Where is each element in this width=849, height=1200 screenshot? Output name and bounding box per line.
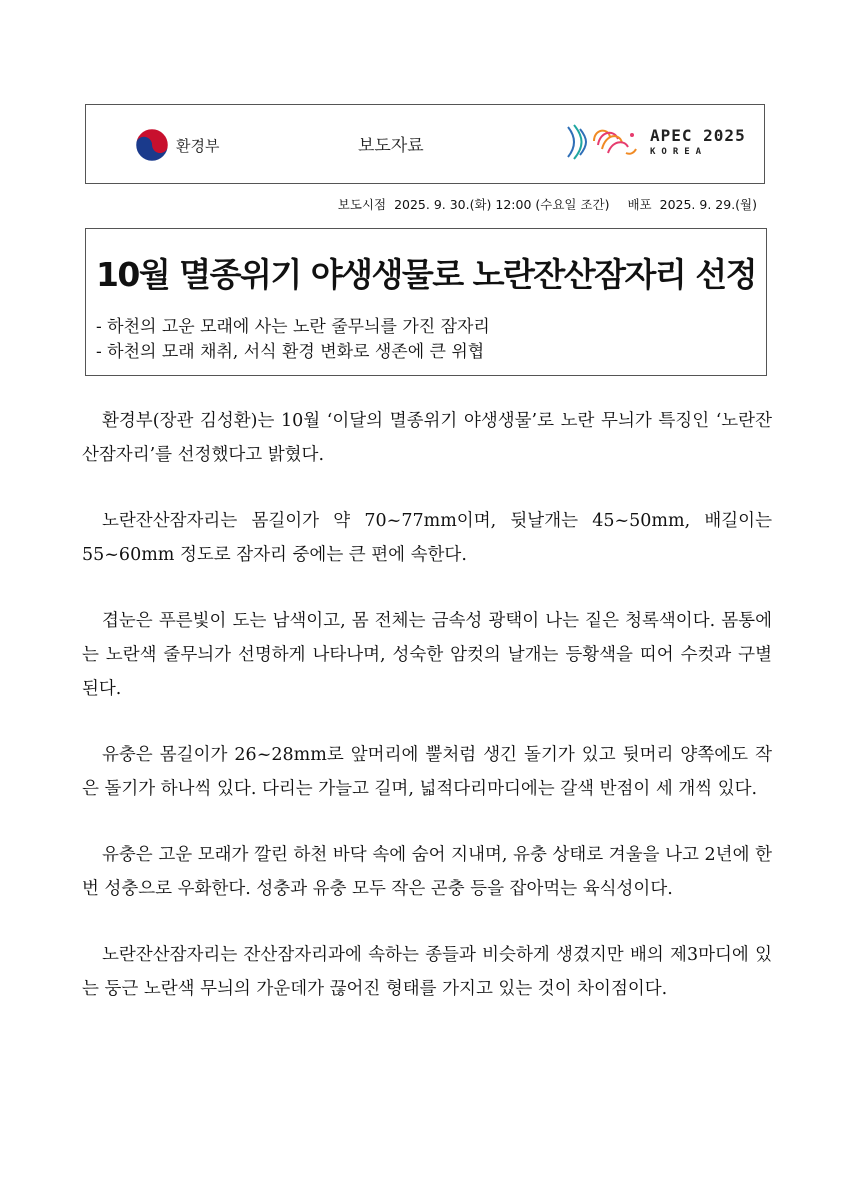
release-info: [334, 195, 757, 213]
press-header: [85, 104, 765, 184]
apec-title: APEC 2025: [650, 125, 746, 145]
release-time-label: 보도시점: [337, 197, 387, 212]
body-paragraph: 유충은 고운 모래가 깔린 하천 바닥 속에 숨어 지내며, 유충 상태로 겨울을 나고 2년에 한 번 성충으로 우화한다. 성충과 유충 모두 작은 곤충 등을 잡아먹는 육식성이다.: [82, 845, 772, 899]
apec-brand: [564, 119, 746, 163]
headline-box: [85, 228, 767, 376]
press-body: [82, 404, 772, 1038]
body-paragraph: 노란잔산잠자리는 몸길이가 약 70~77mm이며, 뒷날개는 45~50mm, 배길이는 55~60mm 정도로 잠자리 중에는 큰 편에 속한다.: [82, 511, 772, 565]
distribution-date: 2025. 9. 29.(월): [659, 197, 757, 212]
doc-type-label: 보도자료: [358, 136, 424, 156]
subtitle-list: [96, 315, 490, 365]
taegeuk-emblem-icon: [134, 127, 170, 163]
body-paragraph: 겹눈은 푸른빛이 도는 남색이고, 몸 전체는 금속성 광택이 나는 짙은 청록색이다. 몸통에는 노란색 줄무늬가 선명하게 나타나며, 성숙한 암컷의 날개는 등황색을 띠어 수컷과 구별된다.: [82, 611, 772, 699]
ministry-name: 환경부: [176, 136, 220, 155]
apec-korea-logo-icon: [564, 119, 644, 163]
body-paragraph: 환경부(장관 김성환)는 10월 ‘이달의 멸종위기 야생생물’로 노란 무늬가 특징인 ‘노란잔산잠자리’를 선정했다고 밝혔다.: [82, 411, 772, 465]
ministry-brand: [134, 123, 219, 167]
subtitle-item: - 하천의 고운 모래에 사는 노란 줄무늬를 가진 잠자리: [96, 317, 490, 337]
release-time-value: 2025. 9. 30.(화) 12:00 (수요일 조간): [394, 197, 610, 212]
body-paragraph: 유충은 몸길이가 26~28mm로 앞머리에 뿔처럼 생긴 돌기가 있고 뒷머리 양쪽에도 작은 돌기가 하나씩 있다. 다리는 가늘고 길며, 넓적다리마디에는 갈색 반점이 세 개씩 있다.: [82, 745, 772, 799]
body-paragraph: 노란잔산잠자리는 잔산잠자리과에 속하는 종들과 비슷하게 생겼지만 배의 제3마디에 있는 둥근 노란색 무늬의 가운데가 끊어진 형태를 가지고 있는 것이 차이점이다.: [82, 945, 772, 999]
distribution-label: 배포: [627, 197, 652, 212]
apec-subtitle: KOREA: [650, 146, 708, 157]
subtitle-item: - 하천의 모래 채취, 서식 환경 변화로 생존에 큰 위협: [96, 342, 485, 362]
page-title: 10월 멸종위기 야생생물로 노란잔산잠자리 선정: [95, 255, 757, 294]
